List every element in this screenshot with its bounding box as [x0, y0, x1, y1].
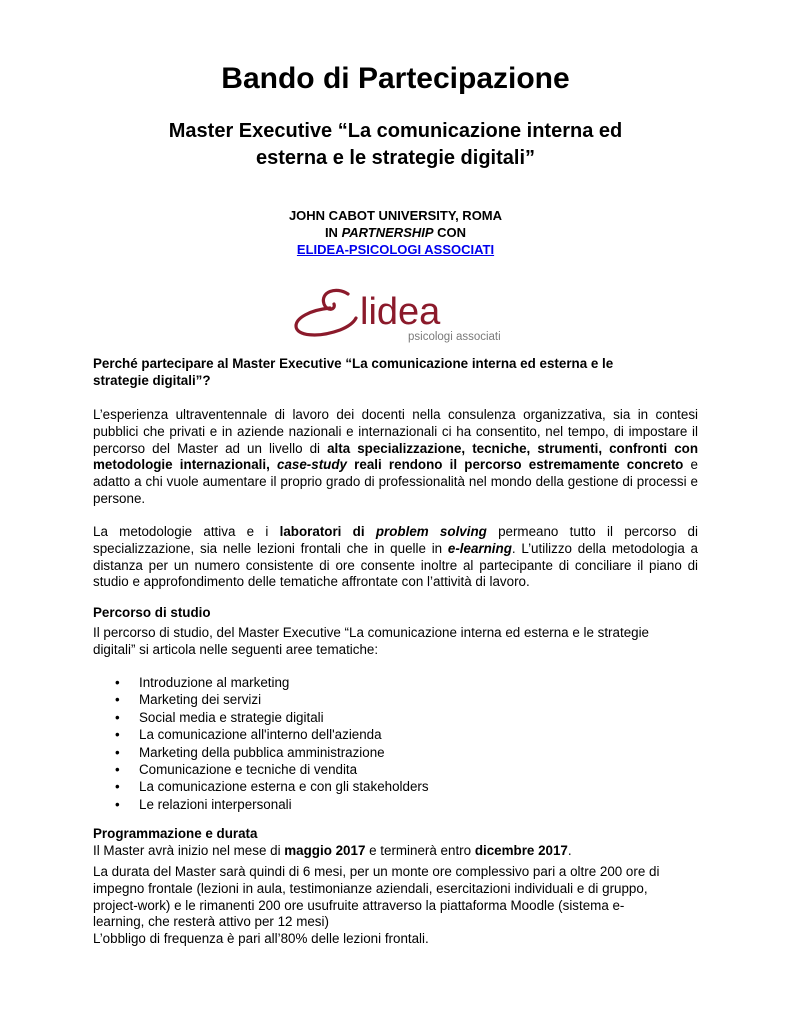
list-item: • Introduzione al marketing: [115, 675, 290, 690]
master-subtitle: [100, 118, 691, 172]
start-month: maggio 2017: [284, 843, 366, 858]
paragraph-methodology: La metodologie attiva e i laboratori di problem solving permeano tutto il percorso di specializzazione, sia nelle lezioni frontali che in quelle in e-learning. L’utilizzo della metodologia a distanza per un numero consistente di ore consente inoltre al partecipante di conciliare il piano di studio e approfondimento delle tematiche affrontate con l’attività di lavoro.: [93, 524, 698, 590]
end-month: dicembre 2017: [474, 843, 568, 858]
schedule-heading: Programmazione e durata: [93, 826, 258, 841]
bullet-icon: •: [115, 779, 120, 795]
list-item: • Marketing della pubblica amministrazione: [115, 744, 385, 760]
elidea-logo: [290, 288, 502, 344]
list-item: • Comunicazione e tecniche di vendita: [115, 762, 358, 778]
logo-tagline: psicologi associati: [408, 331, 501, 343]
topics-list: [93, 674, 693, 813]
study-heading: Percorso di studio: [93, 605, 211, 620]
subtitle-line-2: esterna e le strategie digitali”: [256, 147, 535, 169]
why-question: Perché partecipare al Master Executive “La comunicazione interna ed esterna e le strategie digitali”?: [93, 356, 614, 388]
page-title: Bando di Partecipazione: [221, 62, 570, 95]
list-item: • La comunicazione esterna e con gli stakeholders: [115, 779, 429, 795]
bullet-icon: •: [115, 727, 120, 743]
logo-swirl: [296, 290, 356, 335]
partnership-line: IN PARTNERSHIP CON: [324, 225, 467, 240]
elidea-link[interactable]: ELIDEA-PSICOLOGI ASSOCIATI: [296, 242, 495, 257]
bullet-icon: •: [115, 796, 120, 812]
paragraph-experience: L’esperienza ultraventennale di lavoro dei docenti nella consulenza organizzativa, sia in contesi pubblici che privati e in aziende nazionali e internazionali ci ha consentito, nel tempo, di impostare il percorso del Master ad un livello di alta specializzazione, tecniche, strumenti, confronti con metodologie internazionali, case-study reali rendono il percorso estremamente concreto e adatto a chi vuole aumentare il proprio grado di professionalità nel mondo della gestione di processi e persone.: [93, 407, 699, 506]
list-item: • Le relazioni interpersonali: [115, 796, 292, 812]
partnership-block: [0, 207, 791, 258]
partnership-italic: PARTNERSHIP: [341, 225, 434, 240]
list-item: • Marketing dei servizi: [115, 692, 262, 708]
schedule-duration: La durata del Master sarà quindi di 6 mesi, per un monte ore complessivo pari a oltre 200 ore di impegno frontale (lezioni in aula, testimonianze aziendali, esercitazioni individuali e di gruppo, project-work) e le rimanenti 200 ore usufruite attraverso la piattaforma Moodle (sistema e- learning, che resterà attivo per 12 mesi) L’obbligo di frequenza è pari all’80% delle lezioni frontali.: [93, 864, 660, 947]
subtitle-line-1: Master Executive “La comunicazione interna ed: [168, 120, 623, 142]
list-item: • Social media e strategie digitali: [115, 709, 324, 725]
bullet-icon: •: [115, 762, 120, 778]
schedule-dates: Il Master avrà inizio nel mese di maggio 2017 e terminerà entro dicembre 2017.: [93, 843, 572, 858]
university-name: JOHN CABOT UNIVERSITY, ROMA: [288, 208, 503, 223]
bullet-icon: •: [115, 692, 120, 708]
logo-wordmark: lidea: [360, 291, 441, 333]
bullet-icon: •: [115, 675, 120, 690]
study-intro: Il percorso di studio, del Master Executive “La comunicazione interna ed esterna e le strategie digitali” si articola nelle seguenti aree tematiche:: [93, 625, 650, 657]
attendance-note: L’obbligo di frequenza è pari all’80% delle lezioni frontali.: [93, 931, 429, 947]
bullet-icon: •: [115, 744, 120, 760]
list-item: • La comunicazione all'interno dell'azienda: [115, 727, 382, 743]
bullet-icon: •: [115, 709, 120, 725]
